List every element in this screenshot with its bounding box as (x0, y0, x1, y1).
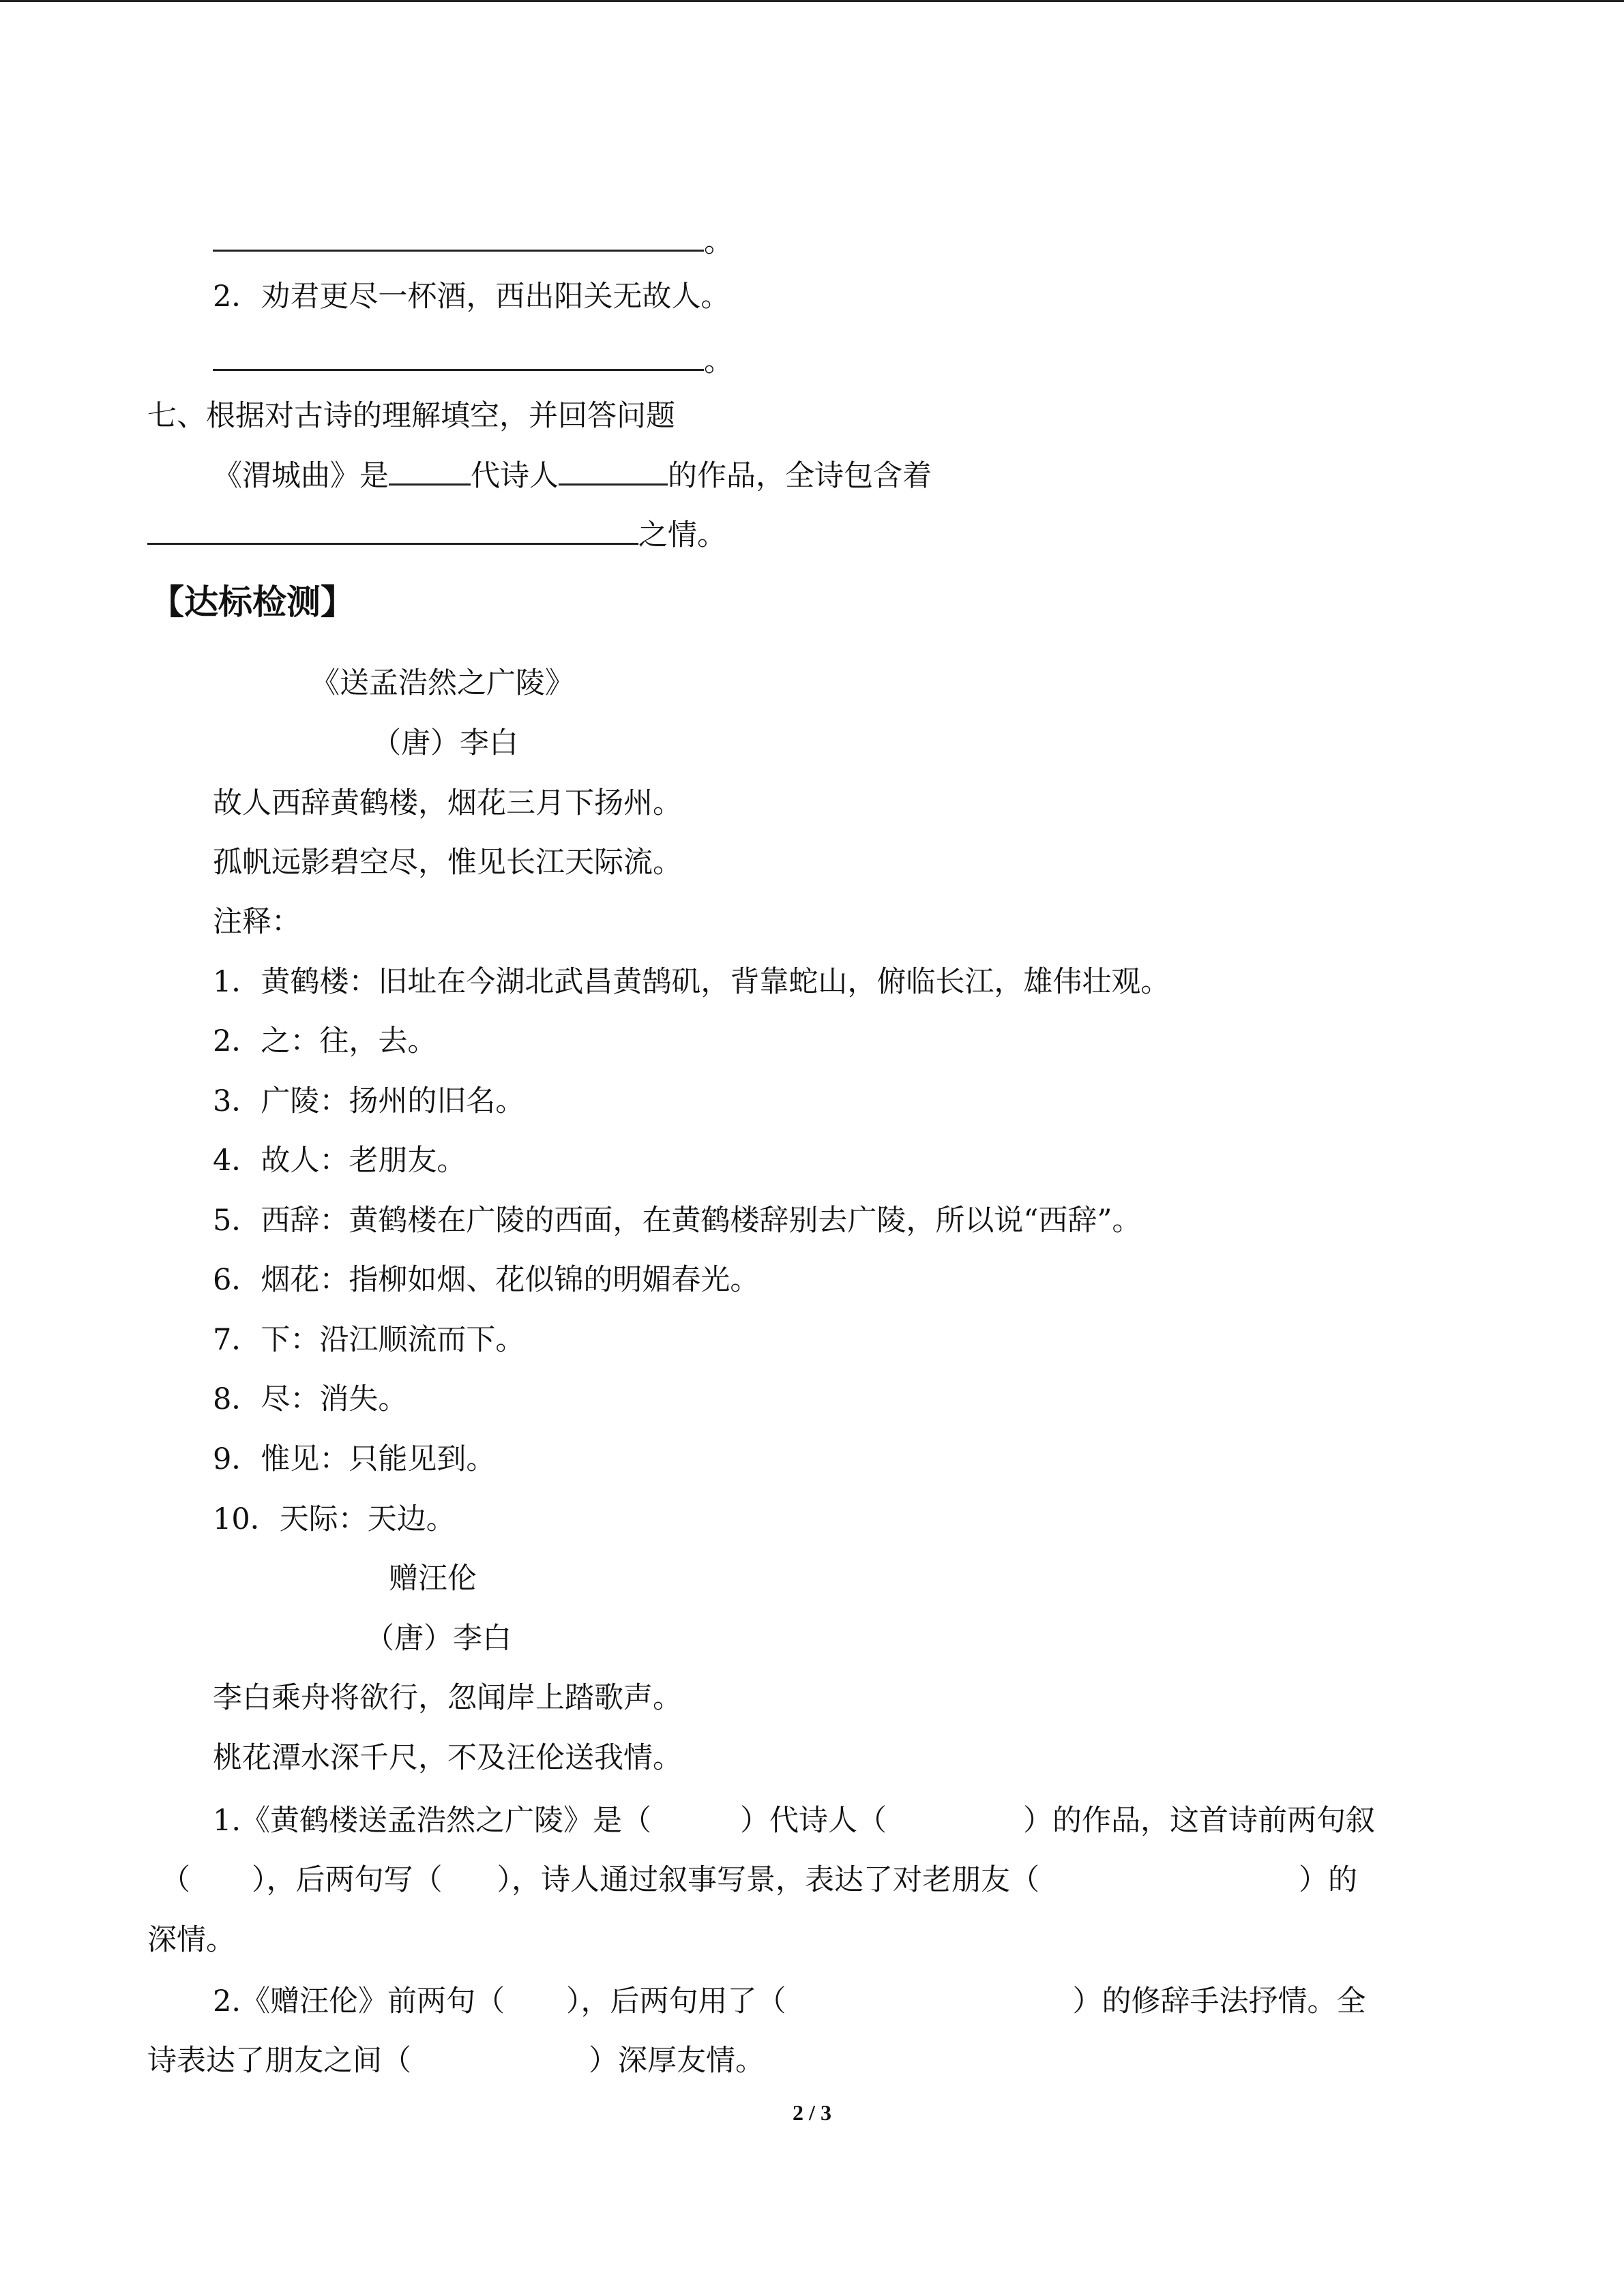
text-part: （ (161, 1863, 190, 1897)
question-1-line-1 (213, 1800, 1375, 1841)
note-item: 4．故人：老朋友。 (213, 1144, 467, 1178)
note-item: 2．之：往，去。 (213, 1024, 437, 1058)
note-item: 9．惟见：只能见到。 (213, 1442, 496, 1476)
text-part: ）的修辞手法抒情。全 (1072, 1984, 1366, 2018)
question-2-line-1 (213, 1981, 1366, 2022)
text-part: 代诗人 (471, 459, 559, 493)
text-part: 诗表达了朋友之间（ (147, 2044, 411, 2078)
note-item: 6．烟花：指柳如烟、花似锦的明媚春光。 (213, 1263, 760, 1297)
dynasty-blank[interactable] (389, 456, 471, 486)
poem-2-line-2: 桃花潭水深千尺，不及汪伦送我情。 (213, 1741, 682, 1775)
text-part: ），后两句写（ (252, 1863, 443, 1897)
text-part: ）深厚友情。 (589, 2044, 765, 2078)
notes-label: 注释： (213, 905, 301, 939)
section-7-question-cont (147, 515, 726, 556)
text-part: 的作品，全诗包含着 (668, 459, 932, 493)
text-part: 《渭城曲》是 (213, 459, 389, 493)
poem-2-line-1: 李白乘舟将欲行，忽闻岸上踏歌声。 (213, 1681, 682, 1715)
poet-blank[interactable] (559, 456, 668, 486)
text-part: ）的作品，这首诗前两句叙 (1023, 1804, 1376, 1838)
section-7-title: 七、根据对古诗的理解填空，并回答问题 (147, 399, 675, 433)
poem-1-author: （唐）李白 (372, 726, 518, 760)
answer-line-1 (213, 222, 733, 263)
page-top-border (0, 0, 1624, 2)
poem-2-title: 赠汪伦 (389, 1562, 477, 1596)
poem-1-line-1: 故人西辞黄鹤楼，烟花三月下扬州。 (213, 786, 682, 820)
question-1-line-3: 深情。 (147, 1923, 235, 1957)
text-part: 2.《赠汪伦》前两句（ (213, 1984, 505, 2018)
feeling-blank[interactable] (147, 516, 638, 545)
note-item: 7．下：沿江顺流而下。 (213, 1323, 525, 1357)
answer-blank[interactable] (213, 342, 704, 371)
text-part: ），诗人通过叙事写景，表达了对老朋友（ (497, 1863, 1039, 1897)
answer-line-2 (213, 341, 733, 382)
text-part: ）的 (1299, 1863, 1357, 1897)
period: 。 (704, 225, 733, 259)
note-item: 8．尽：消失。 (213, 1382, 408, 1416)
page-number: 2 / 3 (793, 2100, 831, 2125)
answer-blank[interactable] (213, 222, 704, 252)
note-item: 1．黄鹤楼：旧址在今湖北武昌黄鹄矶，背靠蛇山，俯临长江，雄伟壮观。 (213, 965, 1170, 999)
question-2-line-2 (147, 2040, 765, 2081)
question-item-2: 2．劝君更尽一杯酒，西出阳关无故人。 (213, 280, 730, 314)
text-part: 1.《黄鹤楼送孟浩然之广陵》是（ (213, 1804, 652, 1838)
poem-1-line-2: 孤帆远影碧空尽，惟见长江天际流。 (213, 846, 682, 880)
test-heading: 【达标检测】 (150, 582, 355, 622)
text-part: ），后两句用了（ (566, 1984, 786, 2018)
text-part: ）代诗人（ (740, 1804, 887, 1838)
question-1-line-2 (161, 1860, 1357, 1900)
note-item: 10．天际：天边。 (213, 1502, 456, 1536)
poem-1-title: 《送孟浩然之广陵》 (310, 666, 574, 700)
text-part: 之情。 (638, 518, 726, 552)
poem-2-author: （唐）李白 (365, 1622, 512, 1656)
period: 。 (704, 344, 733, 378)
note-item: 5．西辞：黄鹤楼在广陵的西面，在黄鹤楼辞别去广陵，所以说“西辞”。 (213, 1204, 1142, 1238)
section-7-question (213, 456, 932, 496)
note-item: 3．广陵：扬州的旧名。 (213, 1084, 525, 1118)
